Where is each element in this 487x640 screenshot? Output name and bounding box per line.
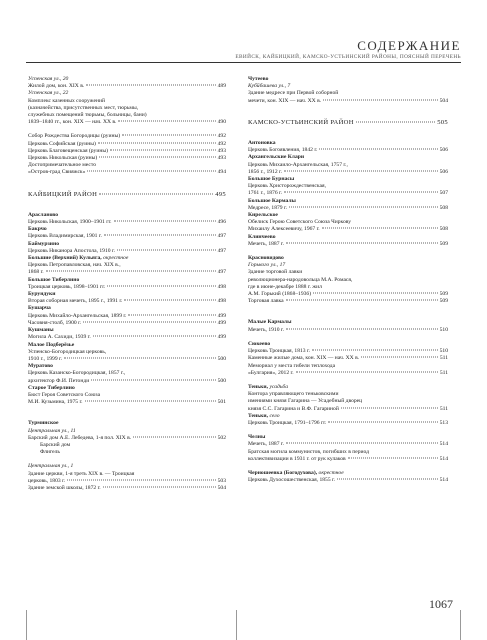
toc-village: Большое Тиберлино — [28, 276, 80, 283]
page-title: СОДЕРЖАНИЕ — [357, 38, 461, 53]
toc-line: служебных помещений тюрьмы, больницы, бани) — [28, 112, 147, 119]
toc-village: Чутеево — [248, 76, 269, 82]
toc-line: Мемориал у места гибели теплохода — [248, 362, 336, 369]
toc-village: Старое Тиберлино — [28, 384, 75, 391]
toc-region[interactable]: КАМСКО-УСТЬИНСКИЙ РАЙОН 505 — [248, 118, 448, 126]
toc-village: Черношеевка (Богодухова), окрестное — [248, 469, 344, 476]
toc-entry[interactable]: Церковь Благовещенская (руины) 493 — [28, 147, 226, 154]
toc-entry[interactable]: 1856 г., 1912 г. 506 — [248, 168, 448, 175]
toc-line: Церковь Казанско-Богородицкая, 1857 г., — [28, 370, 126, 377]
toc-entry[interactable]: Церковь Софийская (руины) 492 — [28, 140, 226, 147]
toc-entry[interactable]: М.И. Кузьмина, 1975 г. 501 — [28, 399, 226, 406]
toc-line: Центральная ул., 11 — [28, 427, 76, 434]
toc-line: Горького ул., 17 — [248, 262, 286, 269]
toc-entry[interactable]: Торговая лавка 509 — [248, 298, 448, 305]
toc-entry[interactable]: Здание земской школы, 1872 г. 504 — [28, 484, 226, 491]
toc-entry[interactable]: Жилой дом, кон. XIX в. 489 — [28, 83, 226, 90]
toc-village: Теньки, село — [248, 412, 280, 419]
toc-line: Здание церкви, 1-я треть XIX в. — Троицкая — [28, 470, 135, 477]
toc-village: Большие (Верхний) Кульяга, окрестное — [28, 255, 129, 262]
toc-village: Арасланово — [28, 211, 59, 218]
toc-entry[interactable]: коллективизации в 1931 г. от рук кулаков 514 — [248, 455, 448, 462]
toc-line: Бюст Героя Советского Союза — [28, 391, 101, 398]
toc-line: Флигель — [40, 449, 60, 456]
toc-village: Антоновка — [248, 140, 276, 147]
toc-village: Бурундуки — [28, 291, 56, 298]
toc-entry[interactable]: князя С.С. Гагарина и В.Ф. Гагариной 511 — [248, 405, 448, 412]
toc-village: Баймурзино — [28, 240, 59, 247]
toc-entry[interactable]: Каменные жилые дома, кон. XIX — нач. XX в. 511 — [248, 355, 448, 362]
toc-entry[interactable]: церковь, 1803 г. 503 — [28, 477, 226, 484]
toc-village: Большое Кармалы — [248, 197, 296, 204]
toc-line: где в июне-декабре 1888 г. жил — [248, 283, 322, 290]
toc-entry[interactable]: Церковь Никольская, 1900–1901 гг. 496 — [28, 219, 226, 226]
page-number: 1067 — [429, 597, 453, 611]
toc-village: Кирельское — [248, 212, 278, 219]
toc-village: Кушманы — [28, 327, 54, 334]
toc-line: Церковь Христорождественская, — [248, 183, 326, 190]
toc-village: Архангельские Клари — [248, 154, 305, 161]
toc-line: Контора управляющего теньковскими — [248, 391, 339, 398]
toc-entry[interactable]: Церковь Богоявления, 1842 г. 506 — [248, 147, 448, 154]
toc-entry[interactable]: Церковь Михайло-Архангельская, 1899 г. 499 — [28, 312, 226, 319]
crop-mark — [236, 610, 237, 640]
toc-entry[interactable]: 1868 г. 497 — [28, 269, 226, 276]
toc-entry[interactable]: Могила А. Сахиди, 1939 г. 499 — [28, 334, 226, 341]
toc-line: Кубйбашева ул., 7 — [248, 83, 291, 90]
toc-village: Челны — [248, 434, 266, 441]
toc-entry[interactable]: Мечеть, 1887 г. 509 — [248, 240, 448, 247]
toc-line: имениями князя Гагарина — Усадебный дворец — [248, 398, 363, 405]
toc-line: (казначейства, присутственных мест, тюрьмы, — [28, 104, 139, 111]
crop-mark — [26, 610, 27, 640]
toc-entry[interactable]: 1761 г., 1876 г. 507 — [248, 190, 448, 197]
toc-entry[interactable]: Собор Рождества Богородицы (руины) 492 — [28, 133, 226, 140]
toc-entry[interactable]: Троицкая церковь, 1898–1901 гг. 498 — [28, 283, 226, 290]
toc-village: Большое Бурнасы — [248, 176, 295, 183]
toc-line: Успенская ул., 22 — [28, 90, 69, 97]
page-subtitle: ЕВИЙСК, КАЙБИЦКИЙ, КАМСКО-УСТЬИНСКИЙ РАЙОНЫ, ПОЯСНЫЙ ПЕРЕЧЕНЬ — [235, 54, 461, 60]
toc-entry[interactable]: архитектор Ф.И. Петонди 500 — [28, 377, 226, 384]
toc-line: Здание медресе при Первой соборной — [248, 90, 339, 97]
toc-village: Малое Подберёзье — [28, 341, 75, 348]
toc-entry[interactable]: Барский дом А.Е. Лебедева, 1-я пол. XIX в. 502 — [28, 434, 226, 441]
toc-village: Бакрчо — [28, 226, 47, 233]
toc-entry[interactable]: Мечеть, 1910 г. 510 — [248, 326, 448, 333]
toc-line: Церковь Михаило-Архангельская, 1757 г., — [248, 161, 348, 168]
toc-entry[interactable]: мечети, кон. XIX — нач. XX в. 504 — [248, 97, 448, 104]
toc-entry[interactable]: Медресе, 1879 г. 508 — [248, 204, 448, 211]
toc-village: Сюкеево — [248, 340, 271, 347]
header-rule — [26, 62, 461, 63]
toc-entry[interactable]: 1910 г., 1999 г. 500 — [28, 355, 226, 362]
toc-entry[interactable]: А.М. Горький (1868–1936) 509 — [248, 291, 448, 298]
toc-line: Успенско-Богородицкая церковь, — [28, 348, 107, 355]
toc-line: Обелиск Герою Советского Союза Чиркову — [248, 219, 352, 226]
toc-region[interactable]: КАЙБИЦКИЙ РАЙОН 495 — [28, 190, 226, 198]
toc-village: Турминское — [28, 420, 59, 427]
toc-village: Клинчеево — [248, 233, 276, 240]
toc-entry[interactable]: Вторая соборная мечеть, 1895 г., 1991 г. 498 — [28, 298, 226, 305]
toc-line: Братская могила коммунистов, погибших в период — [248, 448, 370, 455]
toc-line: Комплекс казенных сооружений — [28, 97, 105, 104]
toc-village: Малые Кармалы — [248, 319, 292, 326]
toc-entry[interactable]: «Булгария», 2012 г. 511 — [248, 369, 448, 376]
toc-entry[interactable]: Церковь Владимирская, 1901 г. 497 — [28, 233, 226, 240]
toc-line: Центральная ул., 1 — [28, 463, 74, 470]
toc-line: Здание торговой лавки — [248, 269, 303, 276]
toc-line: Достопримечательное место — [28, 162, 97, 169]
toc-entry[interactable]: Церковь Духосошественская, 1855 г. 514 — [248, 477, 448, 484]
toc-entry[interactable]: Церковь Никольская (руины) 493 — [28, 155, 226, 162]
toc-village: Муратово — [28, 363, 53, 370]
toc-line: Барский дом — [40, 441, 71, 448]
toc-entry[interactable]: Мечеть, 1887 г. 514 — [248, 441, 448, 448]
toc-entry[interactable]: Церковь Троицкая, 1813 г. 510 — [248, 348, 448, 355]
toc-entry[interactable]: 1839–1840 гг., кон. XIX — нач. XX в. 490 — [28, 119, 226, 126]
crop-mark — [460, 610, 461, 640]
toc-entry[interactable]: Часовня-столб, 1900 г. 499 — [28, 319, 226, 326]
toc-entry[interactable]: Церковь Троицкая, 1791–1796 гг. 513 — [248, 419, 448, 426]
toc-line: Церковь Петропавловская, нач. XIX в., — [28, 262, 121, 269]
toc-entry[interactable]: Михаилу Алексеевичу, 1967 г. 508 — [248, 226, 448, 233]
right-column — [248, 76, 448, 484]
toc-entry[interactable]: Церковь Никанора Апостола, 1910 г. 497 — [28, 247, 226, 254]
toc-line: Успенская ул., 20 — [28, 76, 69, 82]
toc-village: Бушарча — [28, 305, 51, 312]
toc-entry[interactable]: «Остров-град Свияжск» 494 — [28, 169, 226, 176]
toc-village: Красновидово — [248, 255, 284, 262]
left-column — [28, 76, 226, 492]
toc-line: революционера-народовольца М.А. Ромася, — [248, 276, 353, 283]
page-header — [26, 0, 461, 70]
toc-village: Теньки, усадьба — [248, 383, 289, 390]
